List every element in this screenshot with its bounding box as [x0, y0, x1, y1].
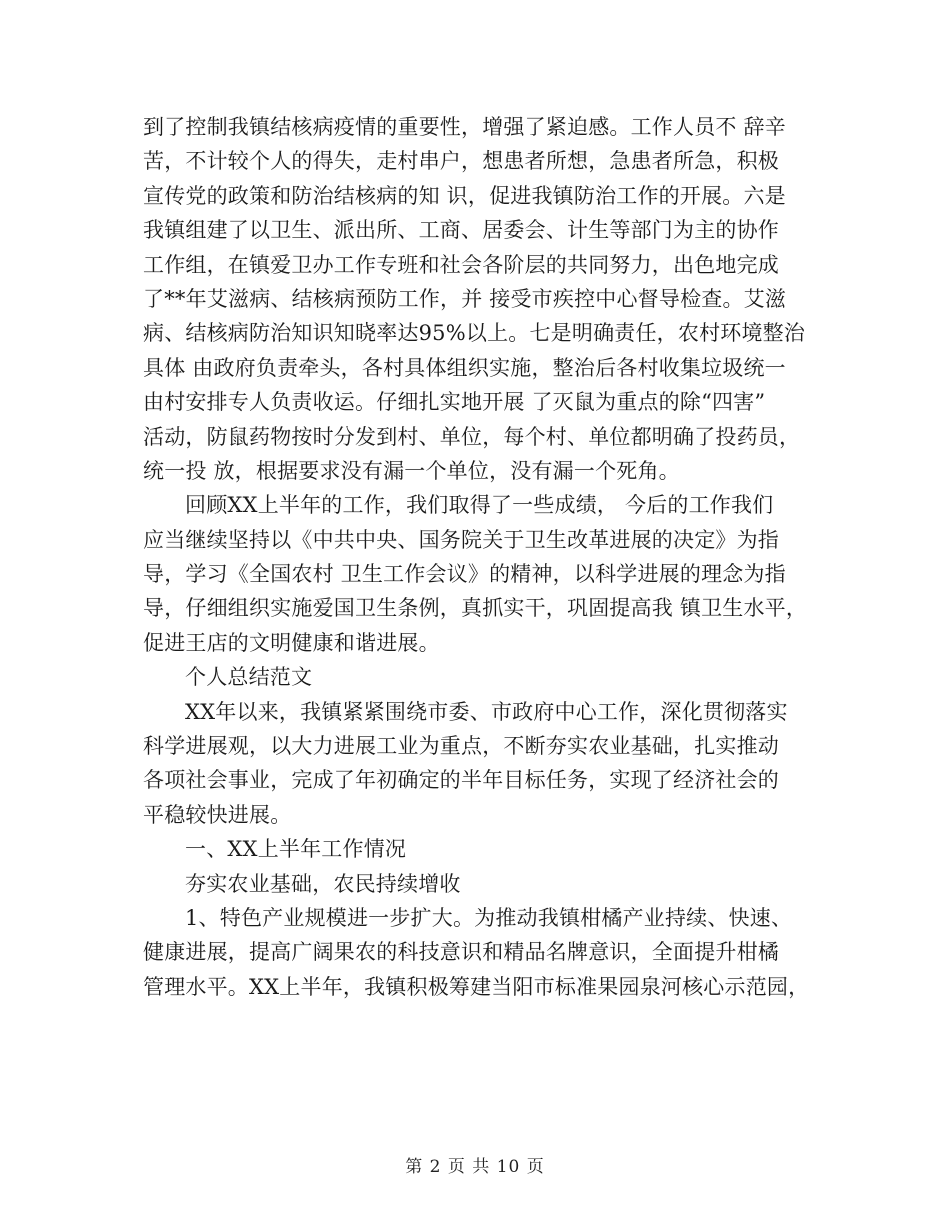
page-number-footer: 第 2 页 共 10 页 [405, 1157, 545, 1177]
paragraph-first-line: 个人总结范文 [185, 665, 313, 690]
text-line: 促进王店的文明健康和谐进展。 [143, 630, 440, 655]
paragraph-first-line: 一、XX上半年工作情况 [185, 837, 407, 862]
text-line: 各项社会事业，完成了年初确定的半年目标任务，实现了经济社会的 [143, 768, 779, 793]
text-line: 活动，防鼠药物按时分发到村、单位，每个村、单位都明确了投药员， [143, 424, 801, 449]
text-line: 管理水平。XX上半年，我镇积极筹建当阳市标准果园泉河核心示范园， [143, 974, 810, 999]
paragraph-first-line: 夯实农业基础，农民持续增收 [185, 871, 461, 896]
text-line: 了**年艾滋病、结核病预防工作，并 接受市疾控中心督导检查。艾滋 [143, 286, 787, 311]
text-line: 健康进展，提高广阔果农的科技意识和精品名牌意识，全面提升柑橘 [143, 940, 779, 965]
text-line: 由村安排专人负责收运。仔细扎实地开展 了灭鼠为重点的除“四害” [143, 390, 766, 415]
text-line: 导，仔细组织实施爱国卫生条例，真抓实干，巩固提高我 镇卫生水平， [143, 596, 808, 621]
text-line: 导，学习《全国农村 卫生工作会议》的精神，以科学进展的理念为指 [143, 562, 786, 587]
text-line: 我镇组建了以卫生、派出所、工商、居委会、计生等部门为主的协作 [143, 218, 779, 243]
text-line: 到了控制我镇结核病疫情的重要性，增强了紧迫感。工作人员不 辞辛 [143, 115, 786, 139]
document-body [143, 110, 823, 1004]
text-line: 科学进展观，以大力进展工业为重点，不断夯实农业基础，扎实推动 [143, 734, 779, 759]
paragraph-first-line: 回顾XX上半年的工作，我们取得了一些成绩， 今后的工作我们 [185, 493, 774, 518]
paragraph-first-line: 1、特色产业规模进一步扩大。为推动我镇柑橘产业持续、快速、 [185, 905, 793, 930]
paragraph-first-line: XX年以来，我镇紧紧围绕市委、市政府中心工作，深化贯彻落实 [185, 699, 788, 724]
text-line: 病、结核病防治知识知晓率达95%以上。七是明确责任，农村环境整治 [143, 321, 806, 346]
text-line: 宣传党的政策和防治结核病的知 识，促进我镇防治工作的开展。六是 [143, 183, 786, 208]
text-line: 苦，不计较个人的得失，走村串户，想患者所想，急患者所急，积极 [143, 149, 779, 174]
text-line: 具体 由政府负责牵头，各村具体组织实施，整治后各村收集垃圾统一 [143, 355, 786, 380]
text-line: 应当继续坚持以《中共中央、国务院关于卫生改革进展的决定》为指 [143, 527, 779, 552]
text-line: 平稳较快进展。 [143, 802, 292, 827]
text-line: 工作组，在镇爱卫办工作专班和社会各阶层的共同努力，出色地完成 [143, 252, 779, 277]
text-line: 统一投 放，根据要求没有漏一个单位，没有漏一个死角。 [143, 458, 680, 483]
